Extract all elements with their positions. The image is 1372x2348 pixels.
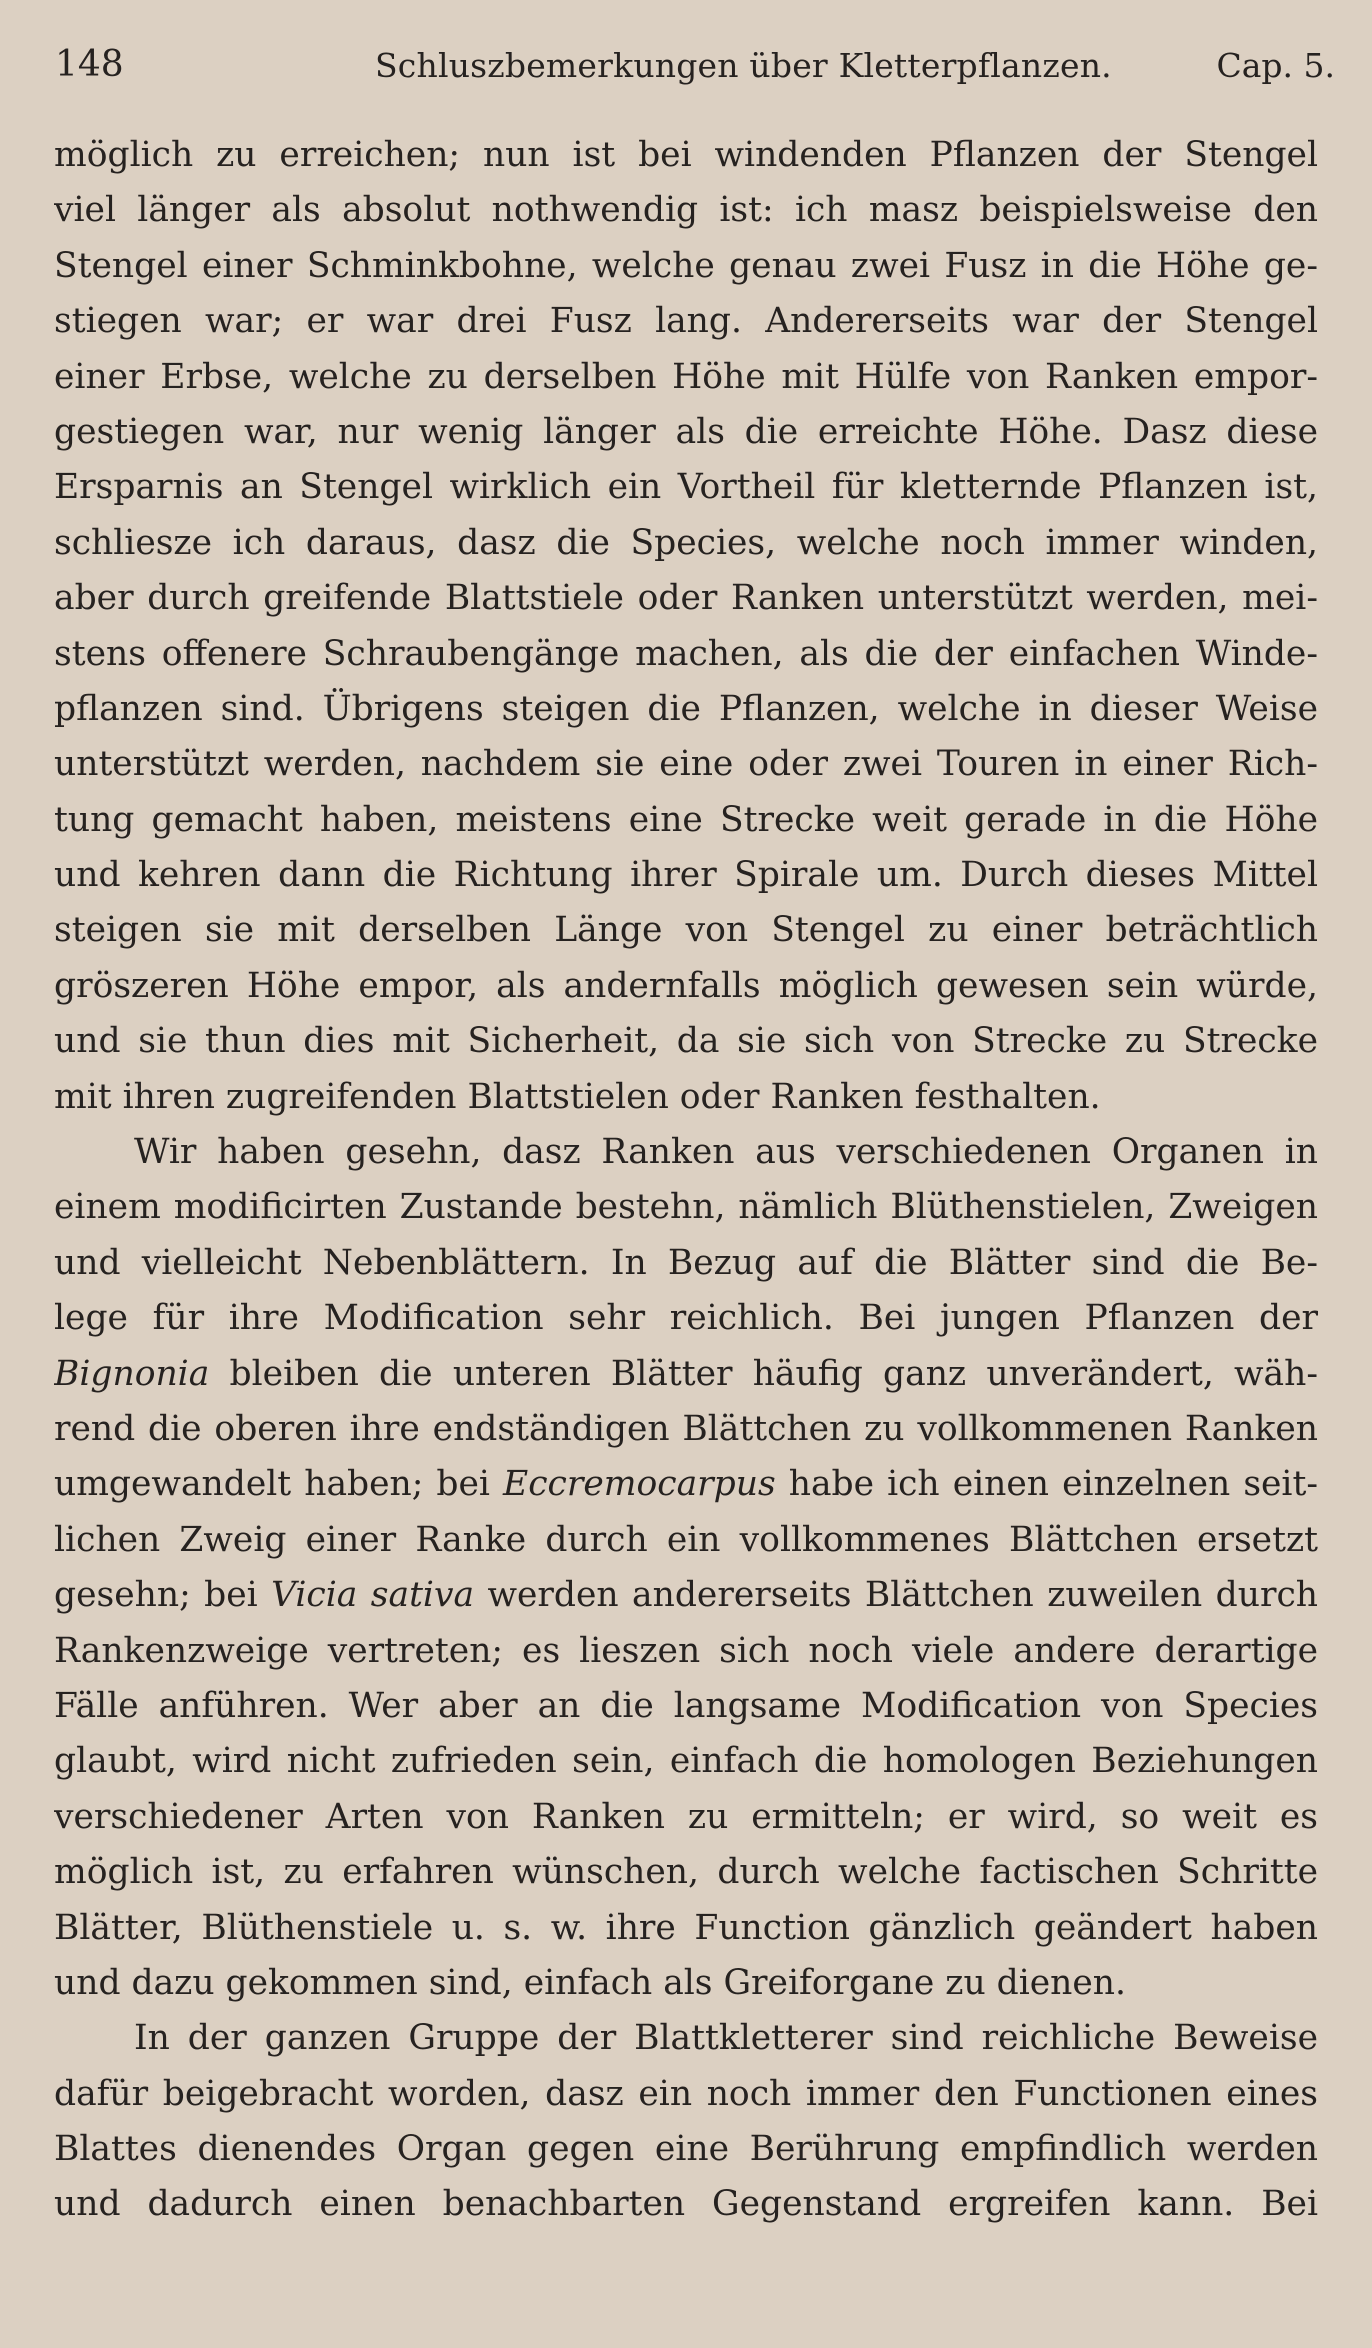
- text-segment: Blätter, Blüthenstiele u. s. w. ihre Function gänzlich geändert haben: [54, 1907, 1318, 1948]
- text-line: [54, 460, 1318, 515]
- text-segment: stens offenere Schraubengänge machen, als die der einfachen Winde-: [54, 633, 1318, 674]
- text-segment: Stengel einer Schminkbohne, welche genau zwei Fusz in die Höhe ge-: [54, 245, 1318, 286]
- text-segment: und vielleicht Nebenblättern. In Bezug auf die Blätter sind die Be-: [54, 1242, 1318, 1283]
- text-segment: steigen sie mit derselben Länge von Stengel zu einer beträchtlich: [54, 910, 1318, 951]
- text-segment: habe ich einen einzelnen seit-: [775, 1464, 1318, 1505]
- page-header: [55, 44, 1335, 94]
- text-line: [54, 1070, 1318, 1125]
- text-line: [54, 2011, 1318, 2066]
- text-segment: dafür beigebracht worden, dasz ein noch immer den Functionen eines: [54, 2073, 1318, 2114]
- text-segment: lichen Zweig einer Ranke durch ein vollkommenes Blättchen ersetzt: [54, 1519, 1318, 1560]
- text-line: [54, 239, 1318, 294]
- text-line: [54, 959, 1318, 1014]
- text-line: [54, 1790, 1318, 1845]
- text-line: [54, 1014, 1318, 1069]
- text-segment: rend die oberen ihre endständigen Blättchen zu vollkommenen Ranken: [54, 1408, 1318, 1449]
- paragraph: [54, 128, 1318, 1125]
- text-segment: möglich ist, zu erfahren wünschen, durch welche factischen Schritte: [54, 1852, 1318, 1893]
- text-line: [54, 903, 1318, 958]
- text-line: [54, 1734, 1318, 1789]
- text-line: [54, 627, 1318, 682]
- text-segment: gröszeren Höhe empor, als andernfalls möglich gewesen sein würde,: [54, 965, 1318, 1006]
- text-line: [54, 350, 1318, 405]
- text-segment: werden andererseits Blättchen zuweilen durch: [474, 1575, 1318, 1616]
- text-line: [54, 1236, 1318, 1291]
- text-line: [54, 737, 1318, 792]
- text-line: [54, 1845, 1318, 1900]
- text-segment: mit ihren zugreifenden Blattstielen oder Ranken festhalten.: [54, 1076, 1101, 1117]
- text-segment: einem modificirten Zustande bestehn, nämlich Blüthenstielen, Zweigen: [54, 1187, 1318, 1228]
- text-line: [54, 516, 1318, 571]
- text-line: [54, 682, 1318, 737]
- text-segment: und dazu gekommen sind, einfach als Greiforgane zu dienen.: [54, 1962, 1126, 2003]
- text-segment: aber durch greifende Blattstiele oder Ranken unterstützt werden, mei-: [54, 578, 1318, 619]
- text-segment: bleiben die unteren Blätter häufig ganz unverändert, wäh-: [209, 1353, 1318, 1394]
- text-line: [54, 1402, 1318, 1457]
- text-segment: tung gemacht haben, meistens eine Strecke weit gerade in die Höhe: [54, 799, 1318, 840]
- text-line: [54, 2177, 1318, 2232]
- text-segment: lege für ihre Modification sehr reichlich. Bei jungen Pflanzen der: [54, 1298, 1318, 1339]
- text-segment: möglich zu erreichen; nun ist bei windenden Pflanzen der Stengel: [54, 135, 1318, 175]
- paragraph: [54, 2011, 1318, 2233]
- text-line: [54, 183, 1318, 238]
- text-segment: Wir haben gesehn, dasz Ranken aus verschiedenen Organen in: [134, 1132, 1318, 1173]
- text-line: [54, 1901, 1318, 1956]
- text-segment: und kehren dann die Richtung ihrer Spirale um. Durch dieses Mittel: [54, 855, 1318, 896]
- text-segment: pflanzen sind. Übrigens steigen die Pflanzen, welche in dieser Weise: [54, 688, 1318, 729]
- text-segment: einer Erbse, welche zu derselben Höhe mit Hülfe von Ranken empor-: [54, 356, 1318, 397]
- text-line: [54, 1679, 1318, 1734]
- running-title: Schluszbemerkungen über Kletterpflanzen.: [375, 46, 1112, 85]
- text-segment: verschiedener Arten von Ranken zu ermitteln; er wird, so weit es: [54, 1796, 1318, 1837]
- text-segment: umgewandelt haben; bei: [54, 1464, 504, 1505]
- text-segment: Blattes dienendes Organ gegen eine Berührung empfindlich werden: [54, 2129, 1318, 2170]
- text-segment: Fälle anführen. Wer aber an die langsame Modification von Species: [54, 1685, 1318, 1726]
- text-line: [54, 571, 1318, 626]
- text-segment: Ersparnis an Stengel wirklich ein Vortheil für kletternde Pflanzen ist,: [54, 467, 1318, 508]
- text-segment: glaubt, wird nicht zufrieden sein, einfach die homologen Beziehungen: [54, 1741, 1318, 1782]
- text-line: [54, 128, 1318, 183]
- text-line: [54, 2067, 1318, 2122]
- text-line: [54, 1568, 1318, 1623]
- text-line: [54, 1624, 1318, 1679]
- text-segment: Bignonia: [54, 1353, 210, 1394]
- text-line: [54, 1180, 1318, 1235]
- text-segment: schliesze ich daraus, dasz die Species, welche noch immer winden,: [54, 522, 1318, 563]
- text-line: [54, 1513, 1318, 1568]
- text-line: [54, 405, 1318, 460]
- text-segment: Rankenzweige vertreten; es lieszen sich noch viele andere derartige: [54, 1630, 1318, 1671]
- text-segment: gestiegen war, nur wenig länger als die erreichte Höhe. Dasz diese: [54, 411, 1318, 452]
- paragraph: [54, 1125, 1318, 2011]
- text-segment: und sie thun dies mit Sicherheit, da sie sich von Strecke zu Strecke: [54, 1021, 1318, 1062]
- text-segment: stiegen war; er war drei Fusz lang. Andererseits war der Stengel: [54, 301, 1318, 342]
- text-segment: unterstützt werden, nachdem sie eine oder zwei Touren in einer Rich-: [54, 744, 1318, 785]
- text-line: [54, 1347, 1318, 1402]
- chapter-label: Cap. 5.: [1216, 46, 1335, 85]
- text-line: [54, 1125, 1318, 1180]
- text-line: [54, 294, 1318, 349]
- text-segment: In der ganzen Gruppe der Blattkletterer sind reichliche Beweise: [134, 2018, 1318, 2059]
- text-segment: gesehn; bei: [54, 1575, 272, 1616]
- text-line: [54, 848, 1318, 903]
- page-number: 148: [55, 44, 124, 85]
- text-line: [54, 1956, 1318, 2011]
- text-line: [54, 793, 1318, 848]
- text-line: [54, 1457, 1318, 1512]
- text-segment: Eccremocarpus: [503, 1464, 776, 1505]
- text-segment: viel länger als absolut nothwendig ist: ich masz beispielsweise den: [54, 190, 1318, 231]
- text-segment: und dadurch einen benachbarten Gegenstand ergreifen kann. Bei: [54, 2184, 1318, 2225]
- body-text: [54, 128, 1318, 2233]
- text-line: [54, 1291, 1318, 1346]
- text-line: [54, 2122, 1318, 2177]
- text-segment: Vicia sativa: [271, 1575, 475, 1616]
